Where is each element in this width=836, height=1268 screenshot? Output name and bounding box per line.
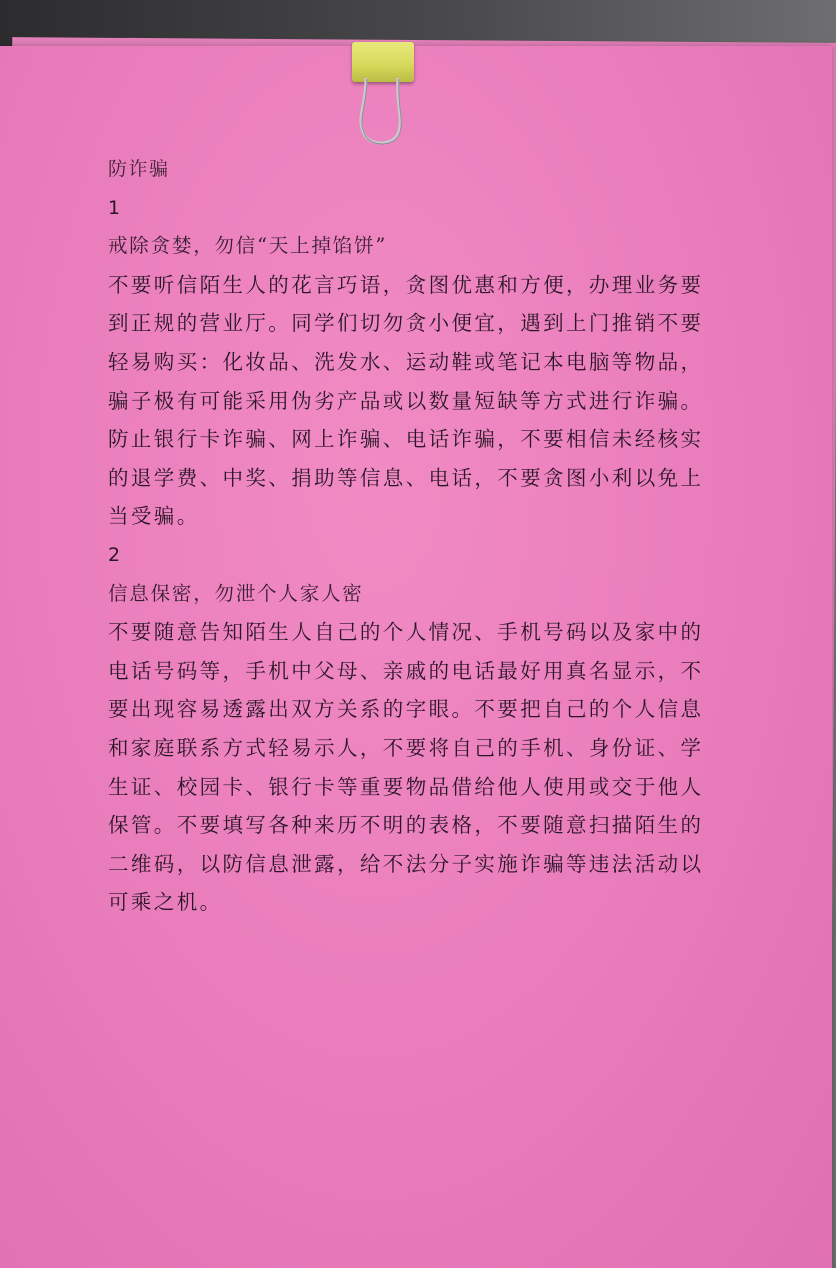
paragraph-line: 保管。不要填写各种来历不明的表格，不要随意扫描陌生的 xyxy=(108,813,704,838)
paragraph-line: 防止银行卡诈骗、网上诈骗、电话诈骗，不要相信未经核实 xyxy=(108,427,704,452)
paragraph-line: 当受骗。 xyxy=(108,504,200,529)
document-title: 防诈骗 xyxy=(108,158,170,180)
section-heading: 信息保密，勿泄个人家人密 xyxy=(108,581,364,605)
section-number: 1 xyxy=(108,196,121,219)
section-heading: 戒除贪婪，勿信“天上掉馅饼” xyxy=(108,234,388,258)
paragraph-line: 不要随意告知陌生人自己的个人情况、手机号码以及家中的 xyxy=(108,620,704,645)
paragraph-line: 的退学费、中奖、捐助等信息、电话，不要贪图小利以免上 xyxy=(108,465,704,490)
paragraph-line: 可乘之机。 xyxy=(108,890,223,915)
paragraph-line: 二维码，以防信息泄露，给不法分子实施诈骗等违法活动以 xyxy=(108,851,704,876)
paragraph-line: 到正规的营业厅。同学们切勿贪小便宜，遇到上门推销不要 xyxy=(108,311,704,336)
paragraph-line: 电话号码等，手机中父母、亲戚的电话最好用真名显示，不 xyxy=(108,658,704,683)
paragraph-line: 轻易购买：化妆品、洗发水、运动鞋或笔记本电脑等物品， xyxy=(108,349,704,374)
section-paragraph xyxy=(108,613,720,922)
paragraph-line: 要出现容易透露出双方关系的字眼。不要把自己的个人信息 xyxy=(108,697,704,722)
paragraph-line: 生证、校园卡、银行卡等重要物品借给他人使用或交于他人 xyxy=(108,774,704,799)
document-body xyxy=(108,150,720,922)
section-number: 2 xyxy=(108,543,121,566)
binder-clip-wire-icon xyxy=(352,76,416,150)
paragraph-line: 和家庭联系方式轻易示人，不要将自己的手机、身份证、学 xyxy=(108,735,704,760)
paragraph-line: 不要听信陌生人的花言巧语，贪图优惠和方便，办理业务要 xyxy=(108,272,704,297)
section-paragraph xyxy=(108,266,720,536)
paragraph-line: 骗子极有可能采用伪劣产品或以数量短缺等方式进行诈骗。 xyxy=(108,388,704,413)
